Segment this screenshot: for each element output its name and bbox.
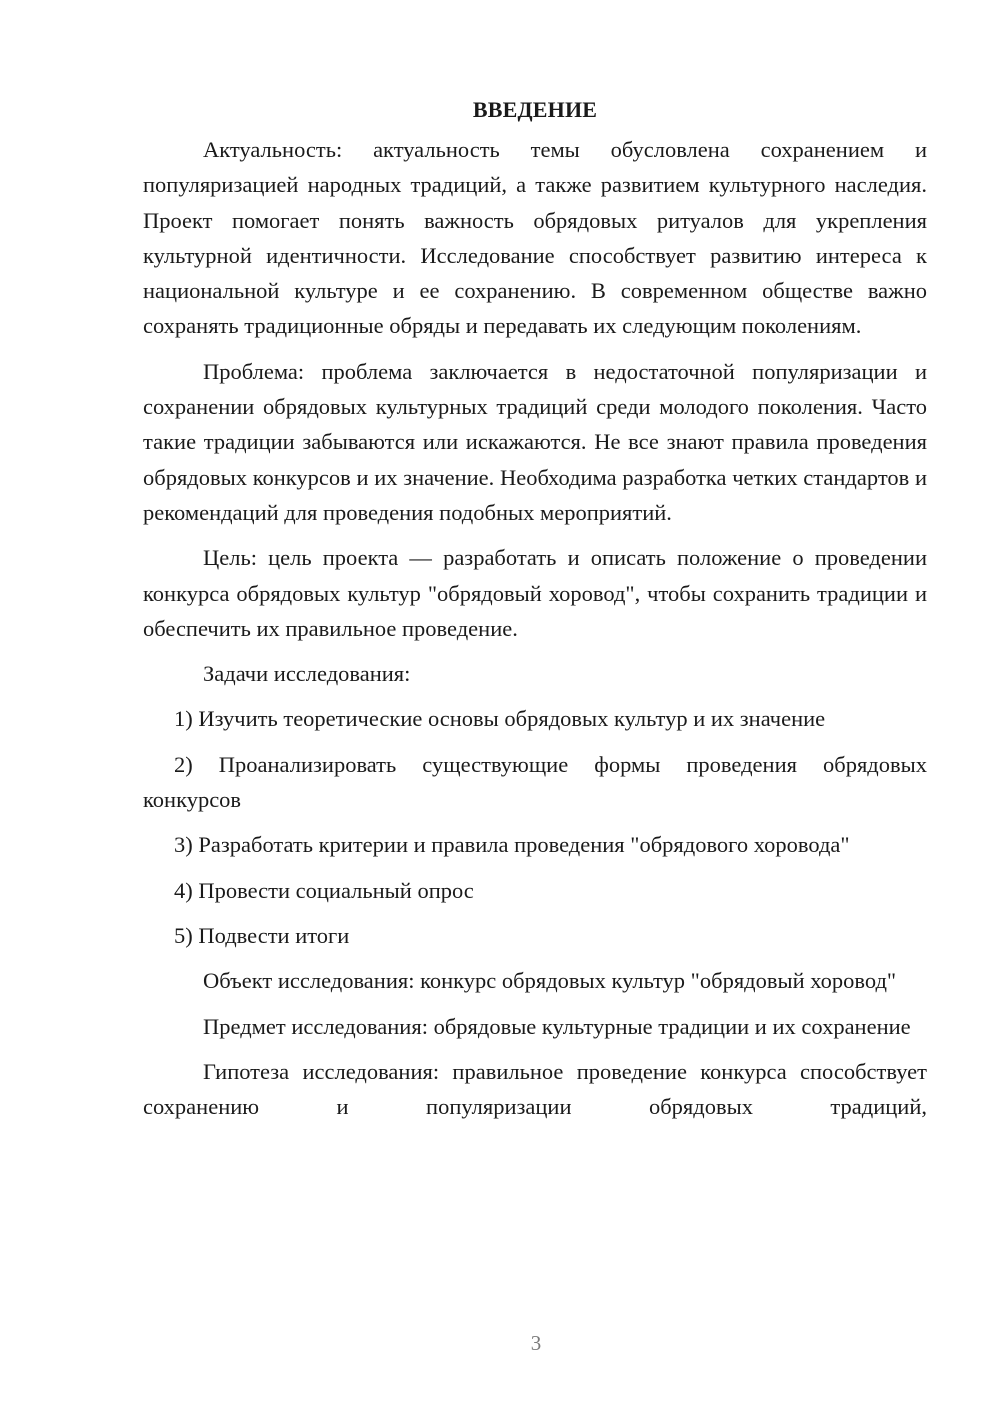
- paragraph-tasks-heading: Задачи исследования:: [203, 661, 411, 687]
- paragraph-goal: Цель: цель проекта — разработать и описать положение о проведении конкурса обрядовых культур "обрядовый хоровод", чтобы сохранить традиции и обеспечить их правильное проведение.: [143, 545, 927, 641]
- page-title: ВВЕДЕНИЕ: [472, 97, 598, 122]
- task-item-1: 1) Изучить теоретические основы обрядовых культур и их значение: [174, 706, 826, 732]
- task-item-2: 2) Проанализировать существующие формы проведения обрядовых конкурсов: [143, 751, 927, 813]
- paragraph-hypothesis: Гипотеза исследования: правильное проведение конкурса способствует сохранению и популяризации обрядовых традиций,: [143, 1058, 927, 1120]
- task-item-4: 4) Провести социальный опрос: [174, 877, 474, 903]
- document-page: [143, 92, 927, 1134]
- paragraph-subject: Предмет исследования: обрядовые культурные традиции и их сохранение: [203, 1013, 911, 1039]
- paragraph-problem: Проблема: проблема заключается в недостаточной популяризации и сохранении обрядовых культурных традиций среди молодого поколения. Часто такие традиции забываются или искажаются. Не все знают правила проведения обрядовых конкурсов и их значение. Необходима разработка четких стандартов и рекомендаций для проведения подобных мероприятий.: [143, 358, 927, 525]
- paragraph-object: Объект исследования: конкурс обрядовых культур "обрядовый хоровод": [203, 968, 897, 994]
- task-item-5: 5) Подвести итоги: [174, 922, 350, 948]
- task-item-3: 3) Разработать критерии и правила проведения "обрядового хоровода": [174, 832, 850, 858]
- paragraph-relevance: Актуальность: актуальность темы обусловлена сохранением и популяризацией народных традиций, а также развитием культурного наследия. Проект помогает понять важность обрядовых ритуалов для укрепления культурной идентичности. Исследование способствует развитию интереса к национальной культуре и ее сохранению. В современном обществе важно сохранять традиционные обряды и передавать их следующим поколениям.: [143, 137, 927, 339]
- page-number: 3: [530, 1331, 542, 1355]
